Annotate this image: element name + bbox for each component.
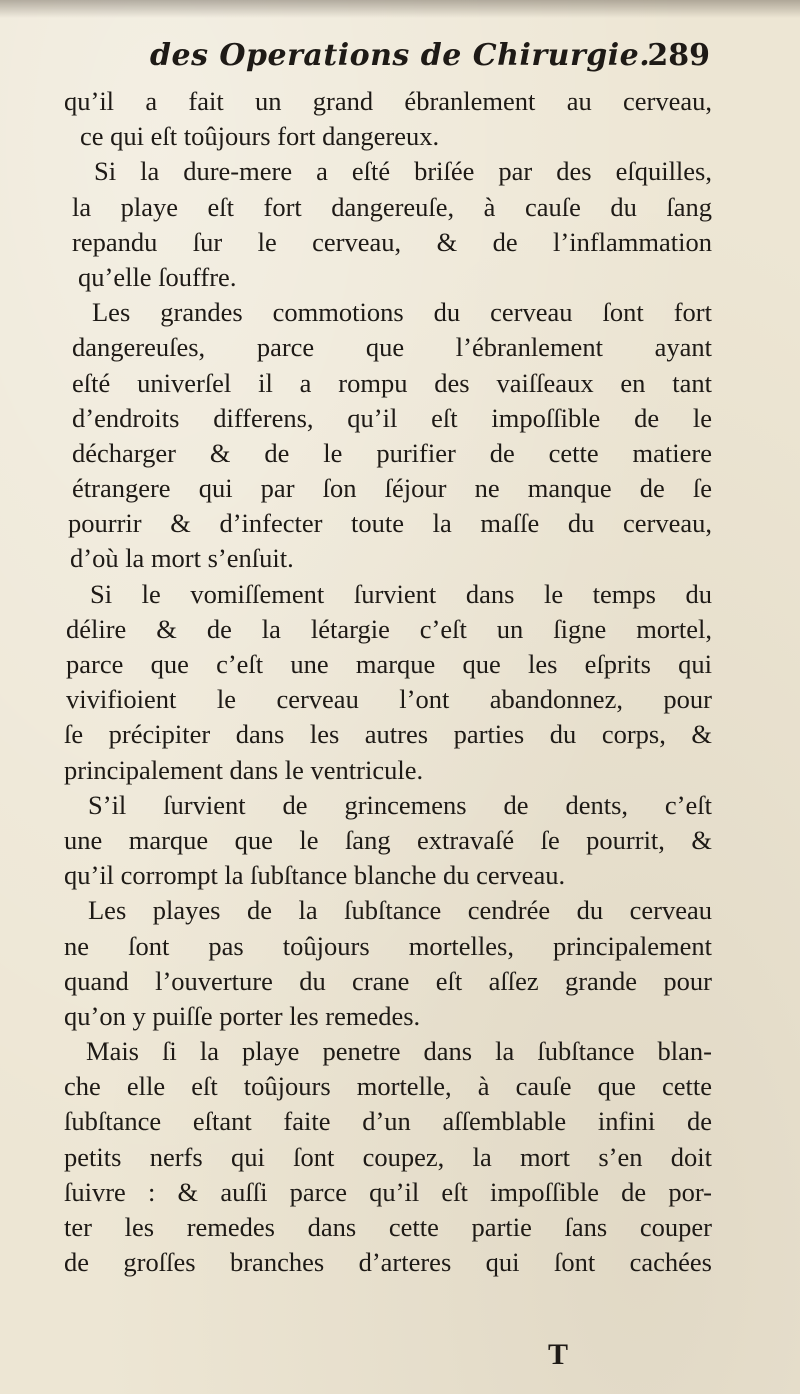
page-number: 289 [647, 38, 710, 73]
text-line: ne ſont pas toûjours mortelles, principalement [64, 930, 712, 961]
body-text [64, 84, 712, 1280]
text-line: quand l’ouverture du crane eſt aſſez grande pour [64, 965, 712, 996]
signature-mark: T [548, 1338, 569, 1371]
page-edge-shadow [0, 0, 800, 18]
text-line: eſté univerſel il a rompu des vaiſſeaux en tant [72, 367, 712, 398]
running-title: des Operations de Chirurgie. [150, 38, 651, 73]
text-line: petits nerfs qui ſont coupez, la mort s’en doit [64, 1141, 712, 1172]
text-line: ſe précipiter dans les autres parties du corps, & [64, 719, 712, 750]
text-line: principalement dans le ventricule. [64, 754, 424, 785]
text-line: parce que c’eſt une marque que les eſprits qui [66, 649, 712, 679]
text-line: la playe eſt fort dangereuſe, à cauſe du ſang [72, 191, 712, 222]
text-line: une marque que le ſang extravaſé ſe pourrit, & [64, 824, 712, 855]
text-line: Les grandes commotions du cerveau ſont fort [92, 297, 712, 328]
text-line: qu’il a fait un grand ébranlement au cerveau, [64, 86, 712, 116]
text-line: délire & de la létargie c’eſt un ſigne mortel, [66, 613, 712, 644]
text-line: ſubſtance eſtant faite d’un aſſemblable infini de [64, 1106, 712, 1137]
text-line: Mais ſi la playe penetre dans la ſubſtance blan- [86, 1036, 712, 1067]
text-line: d’où la mort s’enſuit. [70, 543, 294, 574]
text-line: ter les remedes dans cette partie ſans couper [64, 1212, 712, 1242]
text-line: ſuivre : & auſſi parce qu’il eſt impoſſible de por- [64, 1176, 712, 1207]
text-line: ce qui eſt toûjours fort dangereux. [80, 121, 440, 152]
text-line: repandu ſur le cerveau, & de l’inflammation [72, 226, 712, 257]
text-line: Si la dure-mere a eſté briſée par des eſquilles, [94, 156, 712, 187]
text-line: pourrir & d’infecter toute la maſſe du cerveau, [68, 508, 712, 539]
text-line: che elle eſt toûjours mortelle, à cauſe que cette [64, 1071, 712, 1102]
text-line: étrangere qui par ſon ſéjour ne manque de ſe [72, 473, 712, 504]
text-line: de groſſes branches d’arteres qui ſont cachées [64, 1247, 712, 1278]
running-head [150, 38, 710, 88]
text-line: décharger & de le purifier de cette matiere [72, 437, 712, 468]
text-line: S’il ſurvient de grincemens de dents, c’eſt [88, 789, 712, 820]
text-line: Les playes de la ſubſtance cendrée du cerveau [88, 895, 712, 926]
text-line: qu’on y puiſſe porter les remedes. [64, 1000, 421, 1031]
text-line: qu’elle ſouffre. [78, 261, 237, 292]
text-line: Si le vomiſſement ſurvient dans le temps du [90, 578, 712, 609]
text-line: d’endroits differens, qu’il eſt impoſſible de le [72, 402, 712, 433]
text-line: qu’il corrompt la ſubſtance blanche du cerveau. [64, 860, 566, 891]
text-line: dangereuſes, parce que l’ébranlement ayant [72, 332, 712, 363]
text-line: vivifioient le cerveau l’ont abandonnez, pour [66, 684, 712, 715]
